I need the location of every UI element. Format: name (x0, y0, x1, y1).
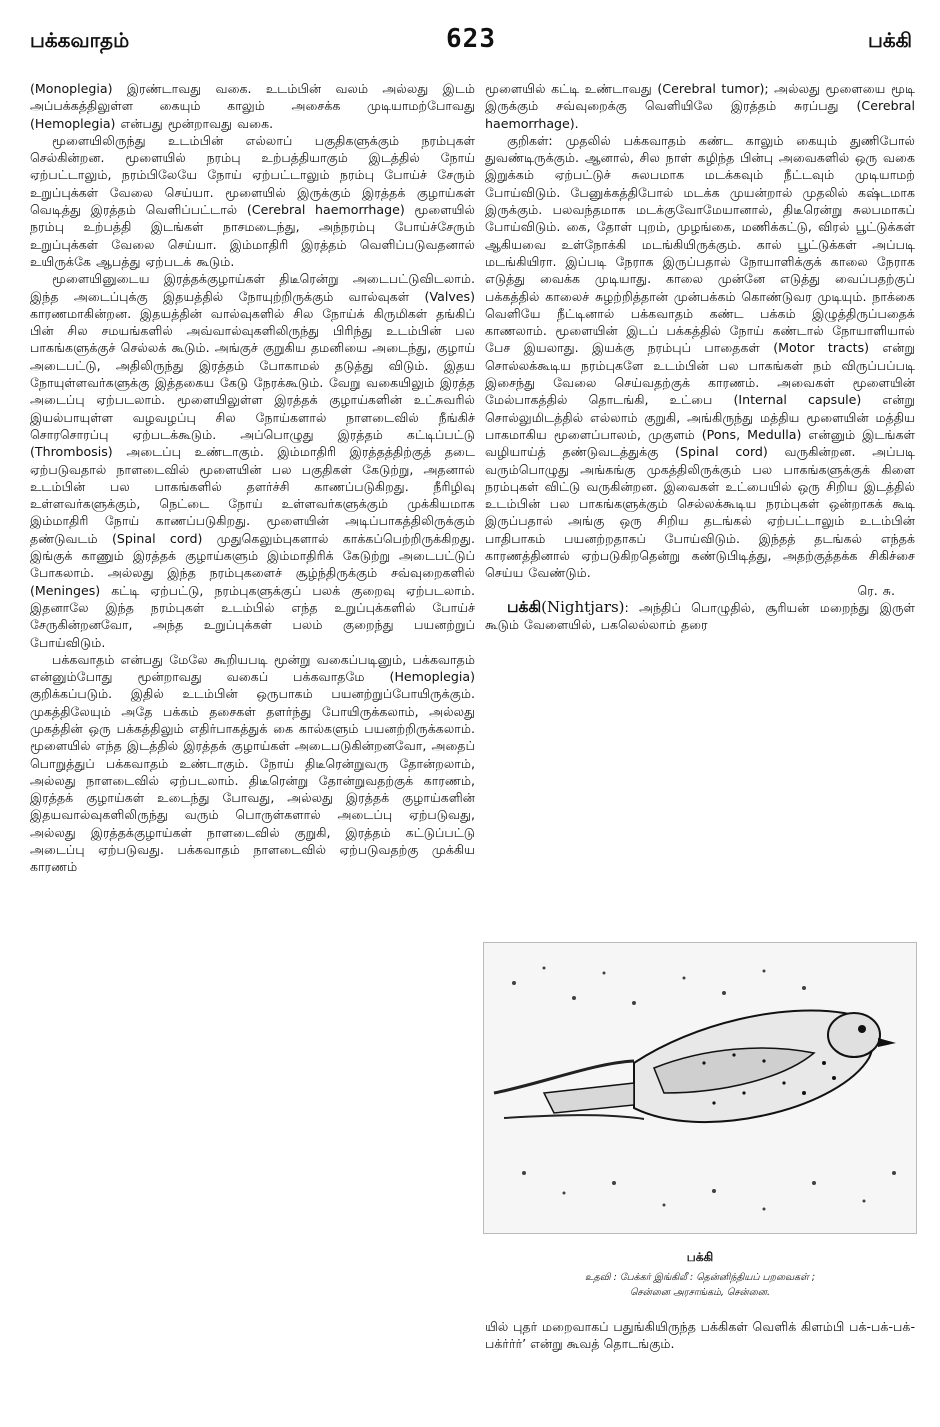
paragraph: மூளையினுடைய இரத்தக்குழாய்கள் திடீரென்று அடைபட்டுவிடலாம். இந்த அடைப்புக்கு இதயத்தில் நோயுற்றிருக்கும் வால்வுகள் (Valves) காரணமாகின்றன. இதயத்தின் வால்வுகளில் சில நோய்க் கிருமிகள் தங்கிப் பின் சில சமயங்களில் அவ்வால்வுகளிலிருந்து பிரிந்து உடம்பின் பல பாகங்களுக்குச் செல்லக் கூடும். அங்குச் குறுகிய தமனியை அடைந்து, குழாய் அடைபட்டு, அதிலிருந்து இரத்தம் போகாமல் தடுத்து விடும். இதய நோயுள்ளவர்களுக்கு இத்தகைய கேடு நேரக்கூடும். வேறு வகையிலும் இரத்த அடைப்பு ஏற்படலாம். மூளையிலுள்ள இரத்தக் குழாய்களின் உட்சுவரில் இயல்பாயுள்ள வழவழப்பு சில நோய்களால் நாளடைவில் நீங்கிச் சொரசொரப்பு ஏற்படக்கூடும். அப்பொழுது இரத்தம் கட்டிப்பட்டு (Thrombosis) அடைப்பு உண்டாகும். இம்மாதிரி இரத்தத்திற்குத் தடை ஏற்படுவதால் நாளடைவில் மூளையின் பல பகுதிகள் கேடுற்று, அதனால் உடம்பின் பல பாகங்களில் தளர்ச்சி காணப்படுகிறது. நீரிழிவு உள்ளவர்களுக்கும், நெட்டை நோய் உள்ளவர்களுக்கும் முக்கியமாக இம்மாதிரி நோய் காணப்படுகிறது. மூளையின் அடிப்பாகத்திலிருக்கும் தண்டுவடம் (Spinal cord) முதுகெலும்புகளால் காக்கப்பெற்றிருக்கிறது. இங்குக் காணும் இரத்தக் குழாய்களும் இம்மாதிரிக் கேடுற்று அடைபட்டுப் போகலாம். அல்லது இந்த நரம்புகளைச் சூழ்ந்திருக்கும் சவ்வுறைகளில் (Meninges) கட்டி ஏற்பட்டு, நரம்புகளுக்குப் பலக் குறைவு ஏற்படலாம். இதனாலே இந்த நரம்புகள் உடம்பில் எந்த உறுப்புக்களில் போய்ச் சேருகின்றனவோ, அந்த உறுப்புக்கள் பலம் குறைந்து பயனற்றுப் போய்விடும். (30, 271, 475, 650)
nightjar-illustration (483, 942, 917, 1234)
paragraph: யில் புதர் மறைவாகப் பதுங்கியிருந்த பக்கிகள் வெளிக் கிளம்பி பக்-பக்-பக்-பக்ர்ர்ர்’ என்று கூவத் தொடங்கும். (485, 1319, 915, 1352)
entry-term: (Nightjars) (541, 597, 625, 616)
figure-credit-line: சென்னை அரசாங்கம், சென்னை. (630, 1287, 770, 1298)
right-column (485, 80, 915, 935)
paragraph: மூளையிலிருந்து உடம்பின் எல்லாப் பகுதிகளுக்கும் நரம்புகள் செல்கின்றன. மூளையில் நரம்பு உற்பத்தியாகும் இடத்தில் நோய் ஏற்பட்டாலும், நரம்பிலேயே நோய் ஏற்பட்டாலும் நரம்பு போய்ச் சேரும் உறுப்புக்கள் வேலை செய்யா. மூளையில் இருக்கும் இரத்தக் குழாய்கள் வெடித்து இரத்தம் வெளிப்பட்டால் (Cerebral haemorrhage) மூளையில் நரம்பு உற்பத்தி இடங்கள் நாசமடைந்து, அந்நரம்பு போய்ச்சேரும் உறுப்புக்கள் வேலை செய்யா. இம்மாதிரி இரத்தம் வெளிப்படுவதனால் உயிருக்கே ஆபத்து ஏற்படக் கூடும். (30, 132, 475, 269)
paragraph: (Monoplegia) இரண்டாவது வகை. உடம்பின் வலம் அல்லது இடம் அப்பக்கத்திலுள்ள கையும் காலும் அசைக்க முடியாமற்போவது (Hemoplegia) என்பது மூன்றாவது வகை. (30, 81, 475, 131)
entry-paragraph (485, 599, 915, 634)
running-head-right: பக்கி (867, 28, 912, 52)
paragraph: மூளையில் கட்டி உண்டாவது (Cerebral tumor); அல்லது மூளையை மூடி இருக்கும் சவ்வுறைக்கு வெளியிலே இரத்தம் சுரப்பது (Cerebral haemorrhage). (485, 81, 915, 131)
entry-headword: பக்கி (507, 597, 542, 616)
nightjar-drawing (484, 943, 916, 1233)
figure-credit-line: உதவி : பேக்கர் இங்கிலீ : தென்னிந்தியப் பறவைகள் ; (584, 1272, 816, 1283)
author-signature: ரெ. சு. (857, 582, 895, 598)
left-column (30, 80, 475, 1400)
running-head-left: பக்கவாதம் (30, 28, 130, 52)
page-number: 623 (446, 24, 496, 54)
figure-title: பக்கி (686, 1250, 714, 1264)
paragraph: குறிகள்: முதலில் பக்கவாதம் கண்ட காலும் கையும் துணிபோல் துவண்டிருக்கும். ஆனால், சில நாள் கழிந்த பின்பு அவைகளில் ஒரு வகை இறுக்கம் ஏற்பட்டுச் சுலபமாக மடக்கவும் நீட்டவும் முடியாமற் போய்விடும். பேனுக்கத்திபோல் மடக்க முயன்றால் முதலில் கஷ்டமாக இருக்கும். பலவந்தமாக மடக்குவோமேயானால், திடீரென்று சுலபமாகப் போய்விடும். கை, தோள் புறம், முழங்கை, மணிக்கட்டு, விரல் பூட்டுக்கள் ஆகியவை உள்நோக்கி மடங்கியிருக்கும். கால் பூட்டுக்கள் அப்படி மடங்கியிரா. இப்படி நேராக இருப்பதால் நோயாளிக்குக் காலை நேராக எடுத்து வைக்க முடியாது. காலை முன்னே எடுத்து வைப்பதற்குப் பக்கத்தில் காலைச் சுழற்றித்தான் முன்பக்கம் கொண்டுவர முடியும். நாக்கை வெளியே நீட்டினால் பக்கவாதம் கண்ட பக்கம் இழுத்திருப்பதைக் காணலாம். மூளையின் இடப் பக்கத்தில் நோய் கண்டால் நோயாளியால் பேச இயலாது. இயக்கு நரம்புப் பாதைகள் (Motor tracts) என்று சொல்லக்கூடிய நரம்புகளே உடம்பின் பல பாகங்கள் நம் விருப்பப்படி இசைந்து வேலை செய்வதற்குக் காரணம். அவைகள் மூளையின் மேல்பாகத்தில் தொடங்கி, உட்பை (Internal capsule) என்று சொல்லுமிடத்தில் எல்லாம் குறுகி, அங்கிருந்து மத்திய மூளையின் மத்திய பாகமாகிய மூளைப்பாலம், முகுளம் (Pons, Medulla) என்னும் இடங்கள் வழியாய்த் தண்டுவடத்துக்கு (Spinal cord) வருகின்றன. அப்படி வரும்பொழுது அங்கங்கு முகத்திலிருக்கும் பல பாகங்களுக்குக் கிளை நரம்புகள் விட்டு வருகின்றன. இவைகள் உட்பையில் ஒரு சிறிய இடத்தில் உடம்பின் பல பாகங்களுக்கும் செல்லக்கூடிய நரம்புகள் ஒன்றாகக் கூடி இருப்பதால் அங்கு ஒரு சிறிய தடங்கல் ஏற்பட்டாலும் உடம்பின் பாதிபாகம் பயனற்றதாகப் போய்விடும். இந்தத் தடங்கல் எந்தக் காரணத்தினால் ஏற்படுகிறதென்று கண்டுபிடித்து, அதற்குத்தக்க சிகிச்சை செய்ய வேண்டும். (485, 132, 915, 581)
right-column-continuation (485, 1318, 915, 1353)
entry-text: : அந்திப் பொழுதில், சூரியன் மறைந்து இருள் கூடும் வேளையில், பகலெல்லாம் தரை (485, 599, 915, 633)
page-header (30, 24, 912, 64)
paragraph: பக்கவாதம் என்பது மேலே கூறியபடி மூன்று வகைப்படினும், பக்கவாதம் என்னும்போது மூன்றாவது வகைப் பக்கவாதமே (Hemoplegia) குறிக்கப்படும். இதில் உடம்பின் ஒருபாகம் பயனற்றுப்போயிருக்கும். முகத்திலேயும் அதே பக்கம் தசைகள் தளர்ந்து போயிருக்கலாம், அல்லது முகத்தின் ஒரு பக்கத்திலும் எதிர்பாகத்துக் கை கால்களும் பயனற்றிருக்கலாம். மூளையில் எந்த இடத்தில் இரத்தக் குழாய்கள் அடைபடுகின்றனவோ, அதைப் பொறுத்துப் பக்கவாதம் உண்டாகும். நோய் திடீரென்றுவரு தோன்றலாம், அல்லது நாளடைவில் ஏற்படலாம். திடீரென்று தோன்றுவதற்குக் காரணம், இரத்தக் குழாய்கள் உடைந்து போவது, அல்லது இரத்தக் குழாய்களின் இதயவால்வுகளிலிருந்து வரும் பொருள்களால் அடைப்பு ஏற்படுவது, அல்லது இரத்தக்குழாய்கள் நாளடைவில் குறுகி, இரத்தம் கட்டுப்பட்டு அடைப்பு ஏற்படுவது. பக்கவாதம் நாளடைவில் ஏற்படுவதற்கு முக்கிய காரணம் (30, 651, 475, 875)
